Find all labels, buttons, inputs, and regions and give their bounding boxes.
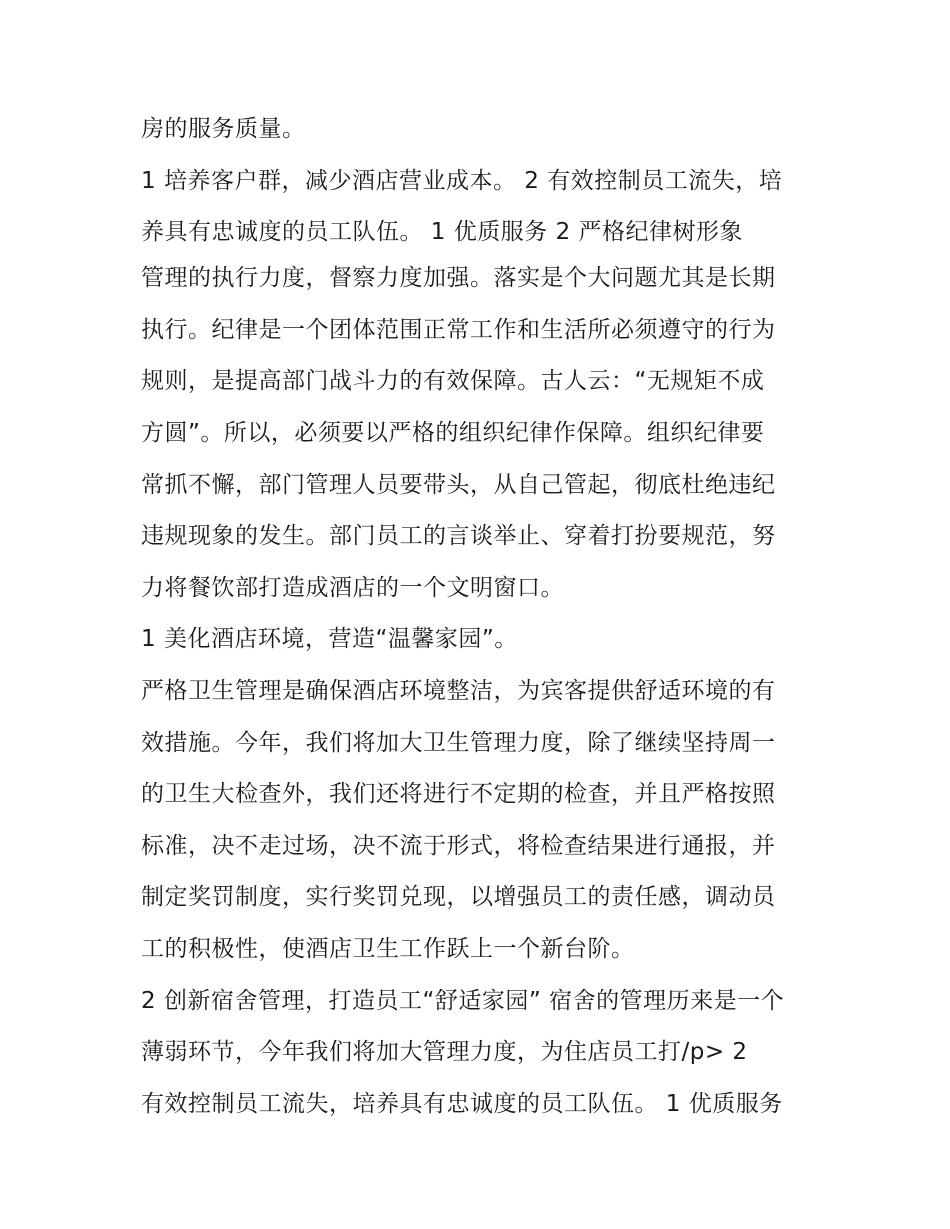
- text-line: 有效控制员工流失，培养具有忠诚度的员工队伍。 1 优质服务: [141, 1090, 783, 1117]
- text-line: 的卫生大检查外，我们还将进行不定期的检查，并且严格按照: [141, 781, 776, 808]
- text-line: 常抓不懈，部门管理人员要带头，从自己管起，彻底杜绝违纪: [141, 471, 776, 498]
- body-text: [141, 106, 821, 1132]
- text-line: 养具有忠诚度的员工队伍。 1 优质服务 2 严格纪律树形象: [141, 219, 744, 246]
- text-line: 制定奖罚制度，实行奖罚兑现，以增强员工的责任感，调动员: [141, 884, 776, 911]
- text-line: 2 创新宿舍管理，打造员工“舒适家园” 宿舍的管理历来是一个: [141, 987, 785, 1014]
- text-line: 薄弱环节，今年我们将加大管理力度，为住店员工打/p> 2: [141, 1039, 748, 1066]
- text-line: 执行。纪律是一个团体范围正常工作和生活所必须遵守的行为: [141, 316, 776, 343]
- text-line: 标准，决不走过场，决不流于形式，将检查结果进行通报，并: [141, 832, 776, 859]
- text-line: 房的服务质量。: [141, 116, 306, 142]
- text-line: 严格卫生管理是确保酒店环境整洁，为宾客提供舒适环境的有: [141, 677, 776, 704]
- text-line: 方圆”。所以，必须要以严格的组织纪律作保障。组织纪律要: [141, 419, 765, 446]
- text-line: 规则，是提高部门战斗力的有效保障。古人云：“无规矩不成: [141, 368, 765, 395]
- text-line: 管理的执行力度，督察力度加强。落实是个大问题尤其是长期: [141, 265, 776, 292]
- text-line: 1 美化酒店环境，营造“温馨家园”。: [141, 626, 518, 653]
- text-line: 效措施。今年，我们将加大卫生管理力度，除了继续坚持周一: [141, 729, 776, 756]
- text-line: 工的积极性，使酒店卫生工作跃上一个新台阶。: [141, 935, 635, 962]
- text-line: 1 培养客户群，减少酒店营业成本。 2 有效控制员工流失，培: [141, 167, 783, 194]
- text-line: 力将餐饮部打造成酒店的一个文明窗口。: [141, 574, 564, 601]
- text-line: 违规现象的发生。部门员工的言谈举止、穿着打扮要规范，努: [141, 523, 776, 550]
